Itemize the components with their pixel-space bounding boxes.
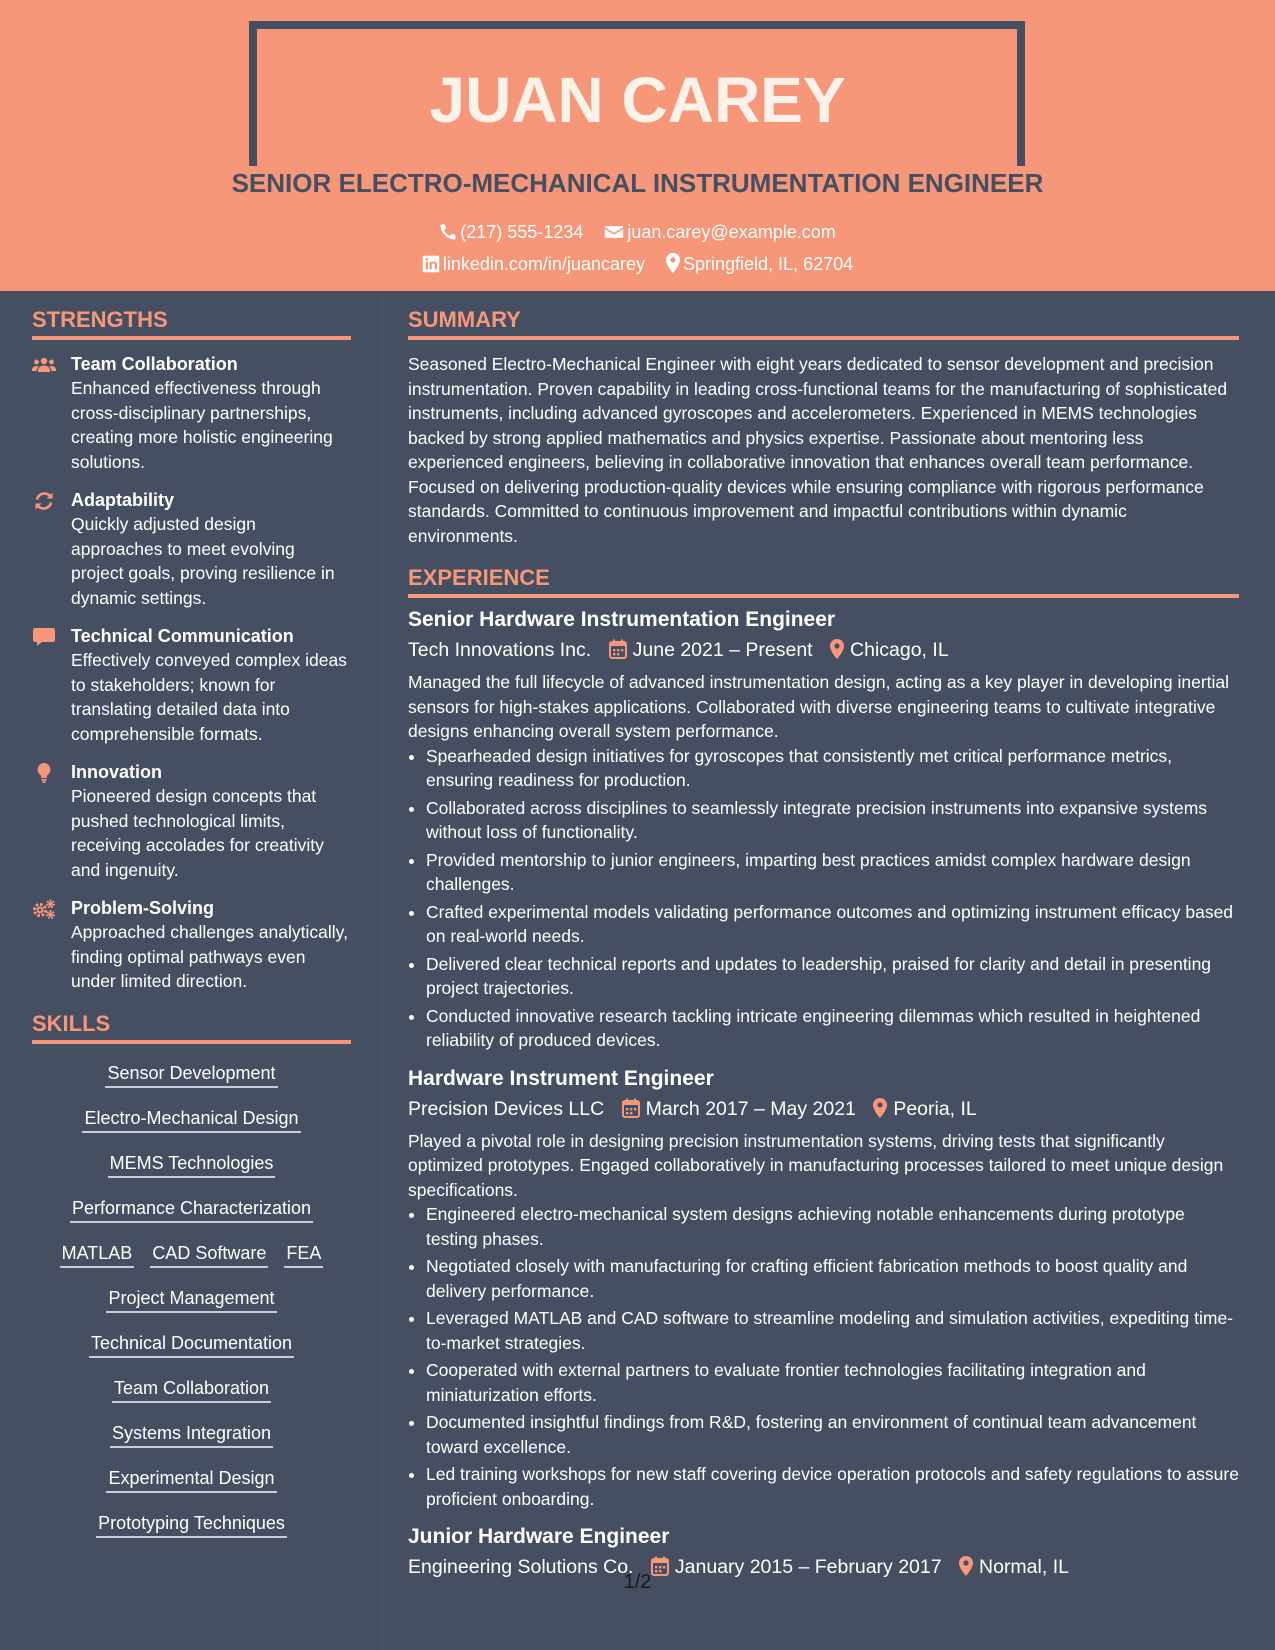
- job-meta: [408, 1093, 1239, 1125]
- contact-location: [666, 252, 853, 276]
- job-role: Senior Hardware Instrumentation Engineer: [408, 608, 836, 631]
- email-text: juan.carey@example.com: [627, 222, 836, 242]
- skill-tag: Electro-Mechanical Design: [82, 1105, 300, 1133]
- skill-tag: Technical Documentation: [89, 1330, 294, 1358]
- phone-text: (217) 555-1234: [460, 222, 584, 242]
- job-bullet: • Conducted innovative research tackling intricate engineering dilemmas which resulted in heightened reliability of produced devices.: [426, 1004, 1239, 1053]
- skill-tag: Performance Characterization: [70, 1195, 313, 1223]
- skill-tag: Project Management: [106, 1285, 276, 1313]
- map-marker-icon: [873, 1098, 887, 1118]
- strength-description: Approached challenges analytically, finding optimal pathways even under limited direction.: [71, 922, 348, 991]
- job-bullet: • Leveraged MATLAB and CAD software to streamline modeling and simulation activities, expediting time-to-market strategies.: [426, 1306, 1239, 1355]
- strength-title: Adaptability: [71, 490, 175, 510]
- left-column: [32, 304, 351, 1555]
- job-meta: [408, 634, 1239, 666]
- gears-icon: [32, 899, 56, 919]
- strength-title: Technical Communication: [71, 626, 294, 646]
- job-role: Hardware Instrument Engineer: [408, 1066, 714, 1090]
- skill-tag: Sensor Development: [105, 1060, 277, 1088]
- column-divider: [382, 291, 383, 1650]
- job-dates: January 2015 – February 2017: [674, 1556, 942, 1578]
- resume-header: [0, 0, 1275, 291]
- skills-list: [32, 1056, 351, 1555]
- job-description: Played a pivotal role in designing precision instrumentation systems, driving tests that significantly optimized prototypes. Engaged collaboratively in manufacturing processes tailored to meet unique design specifications.: [408, 1130, 1224, 1200]
- job-location: Normal, IL: [979, 1556, 1069, 1578]
- comment-icon: [32, 627, 56, 647]
- job-description: Managed the full lifecycle of advanced instrumentation design, acting as a key player in developing inertial sensors for high-stakes applications. Collaborated with diverse engineering teams to cultivate integrative designs enhancing overall system performance.: [408, 672, 1230, 741]
- skill-tag: MATLAB: [60, 1240, 135, 1268]
- strength-description: Enhanced effectiveness through cross-disciplinary partnerships, creating more holistic engineering solutions.: [71, 378, 333, 472]
- page-number: 1/2: [623, 1571, 652, 1593]
- sync-icon: [32, 491, 56, 511]
- job-bullet: • Documented insightful findings from R&D, fostering an environment of continual team advancement toward excellence.: [426, 1410, 1239, 1459]
- contact-row-primary: [0, 220, 1275, 244]
- job-role: Junior Hardware Engineer: [408, 1525, 670, 1548]
- job-bullet: • Cooperated with external partners to evaluate frontier technologies facilitating integration and miniaturization efforts.: [426, 1358, 1239, 1407]
- skill-tag: Systems Integration: [110, 1420, 273, 1448]
- strength-title: Innovation: [71, 762, 162, 782]
- strength-title: Team Collaboration: [71, 354, 238, 374]
- skill-tag: Prototyping Techniques: [96, 1510, 287, 1538]
- job-dates: June 2021 – Present: [632, 639, 813, 661]
- calendar-icon: [609, 639, 627, 659]
- job-bullet: • Negotiated closely with manufacturing for crafting efficient fabrication methods to boost quality and delivery performance.: [426, 1254, 1239, 1303]
- job-bullet: • Spearheaded design initiatives for gyroscopes that consistently met critical performance metrics, ensuring readiness for production.: [426, 744, 1239, 793]
- strength-description: Pioneered design concepts that pushed technological limits, receiving accolades for creativity and ingenuity.: [71, 786, 324, 880]
- strength-item: [32, 488, 351, 610]
- job-company: Precision Devices LLC: [408, 1097, 605, 1120]
- skill-tag: Team Collaboration: [112, 1375, 271, 1403]
- lightbulb-icon: [32, 763, 56, 783]
- right-column: [408, 304, 1239, 1595]
- strength-item: [32, 352, 351, 474]
- skill-tag: CAD Software: [150, 1240, 268, 1268]
- location-text: Springfield, IL, 62704: [683, 254, 854, 274]
- job-location: Chicago, IL: [850, 639, 949, 661]
- skills-heading: SKILLS: [32, 1008, 351, 1044]
- linkedin-icon: [422, 255, 440, 273]
- job-bullet: • Led training workshops for new staff covering device operation protocols and safety regulations to assure proficient onboarding.: [426, 1462, 1239, 1511]
- map-marker-icon: [666, 253, 680, 273]
- job-entry: [408, 606, 1239, 1053]
- job-bullet: • Engineered electro-mechanical system designs achieving notable enhancements during prototype testing phases.: [426, 1202, 1239, 1251]
- contact-email[interactable]: [604, 220, 835, 244]
- strength-title: Problem-Solving: [71, 898, 215, 918]
- summary-text: Seasoned Electro-Mechanical Engineer with eight years dedicated to sensor development and precision instrumentation. Proven capability in leading cross-functional teams for the manufacturing of sophisticated instruments, including advanced gyroscopes and accelerometers. Experienced in MEMS technologies backed by strong applied mathematics and physics expertise. Passionate about mentoring less experienced engineers, believing in collaborative innovation that enhances overall team performance. Focused on delivering production-quality devices while ensuring compliance with rigorous performance standards. Committed to continuous improvement and impactful contributions within dynamic environments.: [408, 354, 1228, 546]
- skill-tag: MEMS Technologies: [108, 1150, 276, 1178]
- job-bullet: • Provided mentorship to junior engineers, imparting best practices amidst complex hardware design challenges.: [426, 848, 1239, 897]
- job-bullet: • Collaborated across disciplines to seamlessly integrate precision instruments into expansive systems without loss of functionality.: [426, 796, 1239, 845]
- linkedin-text: linkedin.com/in/juancarey: [442, 254, 645, 274]
- candidate-name: JUAN CAREY: [429, 64, 846, 136]
- skill-tag: Experimental Design: [106, 1465, 276, 1493]
- job-dates: March 2017 – May 2021: [645, 1097, 856, 1120]
- job-bullet: • Crafted experimental models validating performance outcomes and optimizing instrument efficacy based on real-world needs.: [426, 900, 1239, 949]
- job-bullet: • Delivered clear technical reports and updates to leadership, praised for clarity and detail in presenting project trajectories.: [426, 952, 1239, 1001]
- strengths-heading: STRENGTHS: [32, 304, 351, 340]
- calendar-icon: [622, 1098, 640, 1118]
- strength-item: [32, 896, 351, 994]
- job-location: Peoria, IL: [893, 1097, 977, 1120]
- map-marker-icon: [830, 639, 844, 659]
- envelope-icon: [604, 223, 624, 241]
- job-bullets: [408, 744, 1239, 1053]
- contact-row-secondary: [0, 252, 1275, 276]
- summary-heading: SUMMARY: [408, 304, 1239, 340]
- skill-tag: FEA: [284, 1240, 323, 1268]
- strength-item: [32, 760, 351, 882]
- candidate-title: SENIOR ELECTRO-MECHANICAL INSTRUMENTATION ENGINEER: [231, 168, 1044, 198]
- users-icon: [32, 355, 56, 375]
- strength-description: Effectively conveyed complex ideas to stakeholders; known for translating detailed data into comprehensible formats.: [71, 650, 347, 744]
- experience-heading: EXPERIENCE: [408, 562, 1239, 598]
- contact-phone[interactable]: [439, 220, 583, 244]
- job-company: Tech Innovations Inc.: [408, 639, 592, 661]
- strength-description: Quickly adjusted design approaches to meet evolving project goals, proving resilience in dynamic settings.: [71, 514, 335, 608]
- job-company: Engineering Solutions Co.: [408, 1556, 634, 1578]
- job-entry: [408, 1065, 1239, 1512]
- strength-item: [32, 624, 351, 746]
- phone-icon: [439, 223, 457, 241]
- contact-linkedin[interactable]: [422, 252, 645, 276]
- job-bullets: [408, 1202, 1239, 1511]
